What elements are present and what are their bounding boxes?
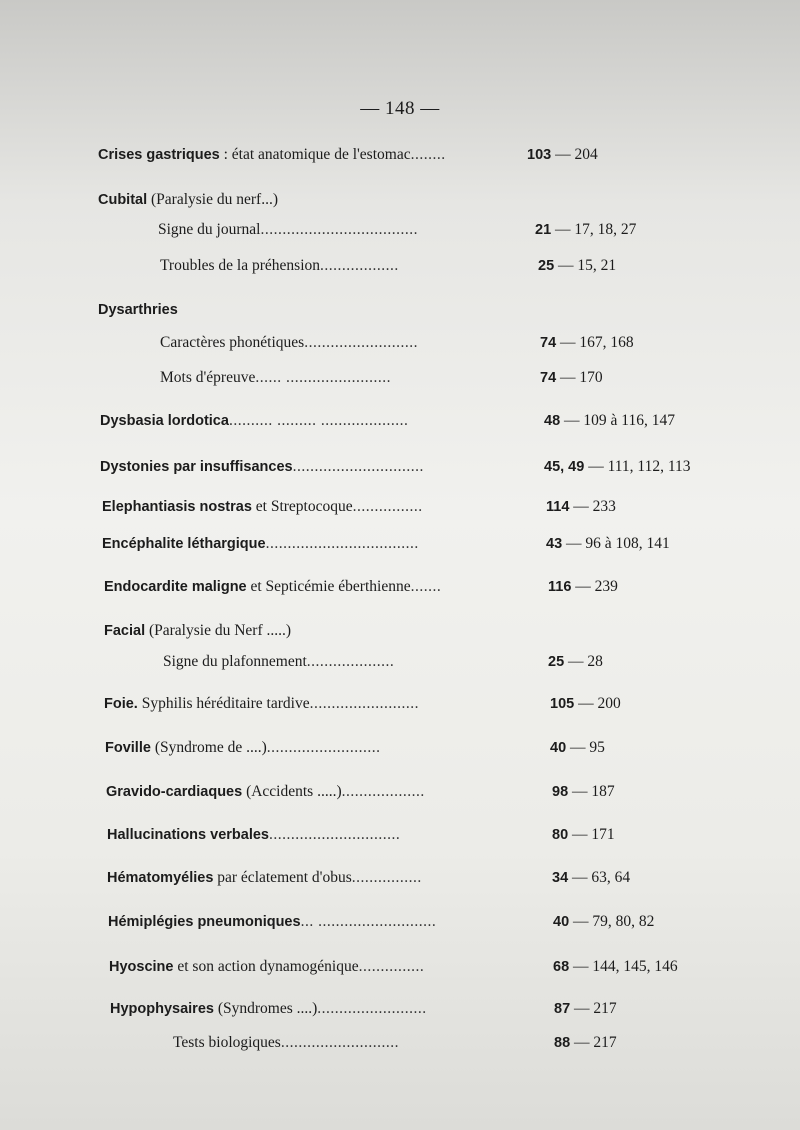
entry-pages: 114 — 233: [546, 498, 616, 515]
index-entry: [0, 366, 800, 390]
entry-pages: 43 — 96 à 108, 141: [546, 535, 670, 552]
index-entry: [0, 650, 800, 674]
index-entry: [0, 254, 800, 278]
index-entry: [0, 1031, 800, 1055]
index-entry: [0, 575, 800, 599]
entry-label: Dysarthries: [98, 302, 178, 318]
entry-label: Tests biologiques...........................: [173, 1034, 399, 1051]
entry-pages: 105 — 200: [550, 695, 621, 712]
entry-label: Crises gastriques : état anatomique de l'estomac........: [98, 146, 446, 163]
entry-pages: 74 — 167, 168: [540, 334, 634, 351]
index-entry: [0, 143, 800, 167]
entry-pages: 40 — 95: [550, 739, 605, 756]
index-entry: [0, 188, 800, 212]
index-entry: [0, 455, 800, 479]
entry-pages: 48 — 109 à 116, 147: [544, 412, 675, 429]
index-entry: [0, 532, 800, 556]
entry-label: Hématomyélies par éclatement d'obus................: [107, 869, 422, 886]
entry-pages: 40 — 79, 80, 82: [553, 913, 655, 930]
entry-label: Foie. Syphilis héréditaire tardive.........................: [104, 695, 419, 712]
index-entry: [0, 331, 800, 355]
entry-label: Foville (Syndrome de ....)..........................: [105, 739, 381, 756]
index-entry: [0, 910, 800, 934]
entry-pages: 103 — 204: [527, 146, 598, 163]
entry-label: Caractères phonétiques..........................: [160, 334, 418, 351]
entry-pages: 80 — 171: [552, 826, 615, 843]
index-entry: [0, 736, 800, 760]
entry-label: Cubital (Paralysie du nerf...): [98, 191, 278, 208]
entry-label: Signe du journal....................................: [158, 221, 418, 238]
index-entry: [0, 495, 800, 519]
entry-label: Facial (Paralysie du Nerf .....): [104, 622, 292, 639]
entry-pages: 116 — 239: [548, 578, 618, 595]
index-entry: [0, 619, 800, 643]
entry-pages: 88 — 217: [554, 1034, 617, 1051]
entry-pages: 68 — 144, 145, 146: [553, 958, 678, 975]
index-entry: [0, 997, 800, 1021]
entry-label: Troubles de la préhension..................: [160, 257, 399, 274]
index-entry: [0, 298, 800, 322]
entry-pages: 87 — 217: [554, 1000, 617, 1017]
entry-pages: 34 — 63, 64: [552, 869, 631, 886]
entry-label: Hypophysaires (Syndromes ....).........................: [110, 1000, 427, 1017]
entry-label: Signe du plafonnement....................: [163, 653, 395, 670]
page-number: — 148 —: [360, 98, 440, 119]
index-entry: [0, 955, 800, 979]
entry-label: Encéphalite léthargique...................................: [102, 535, 419, 552]
entry-pages: 98 — 187: [552, 783, 615, 800]
entry-label: Hémiplégies pneumoniques... ...........................: [108, 913, 437, 930]
entry-label: Mots d'épreuve...... ........................: [160, 369, 391, 386]
index-entry: [0, 218, 800, 242]
entry-label: Gravido-cardiaques (Accidents .....)...................: [106, 783, 425, 800]
entry-label: Hallucinations verbales..............................: [107, 826, 401, 843]
entry-pages: 25 — 28: [548, 653, 603, 670]
index-entry: [0, 823, 800, 847]
index-entry: [0, 692, 800, 716]
entry-label: Endocardite maligne et Septicémie éberthienne.......: [104, 578, 442, 595]
entry-label: Dysbasia lordotica.......... ......... ....................: [100, 412, 409, 429]
entry-pages: 45, 49 — 111, 112, 113: [544, 458, 691, 475]
index-entry: [0, 409, 800, 433]
index-entry: [0, 780, 800, 804]
entry-label: Dystonies par insuffisances..............................: [100, 458, 424, 475]
entry-pages: 25 — 15, 21: [538, 257, 617, 274]
entry-label: Hyoscine et son action dynamogénique...............: [109, 958, 425, 975]
entry-pages: 74 — 170: [540, 369, 603, 386]
entry-label: Elephantiasis nostras et Streptocoque................: [102, 498, 423, 515]
entry-pages: 21 — 17, 18, 27: [535, 221, 637, 238]
index-entry: [0, 866, 800, 890]
